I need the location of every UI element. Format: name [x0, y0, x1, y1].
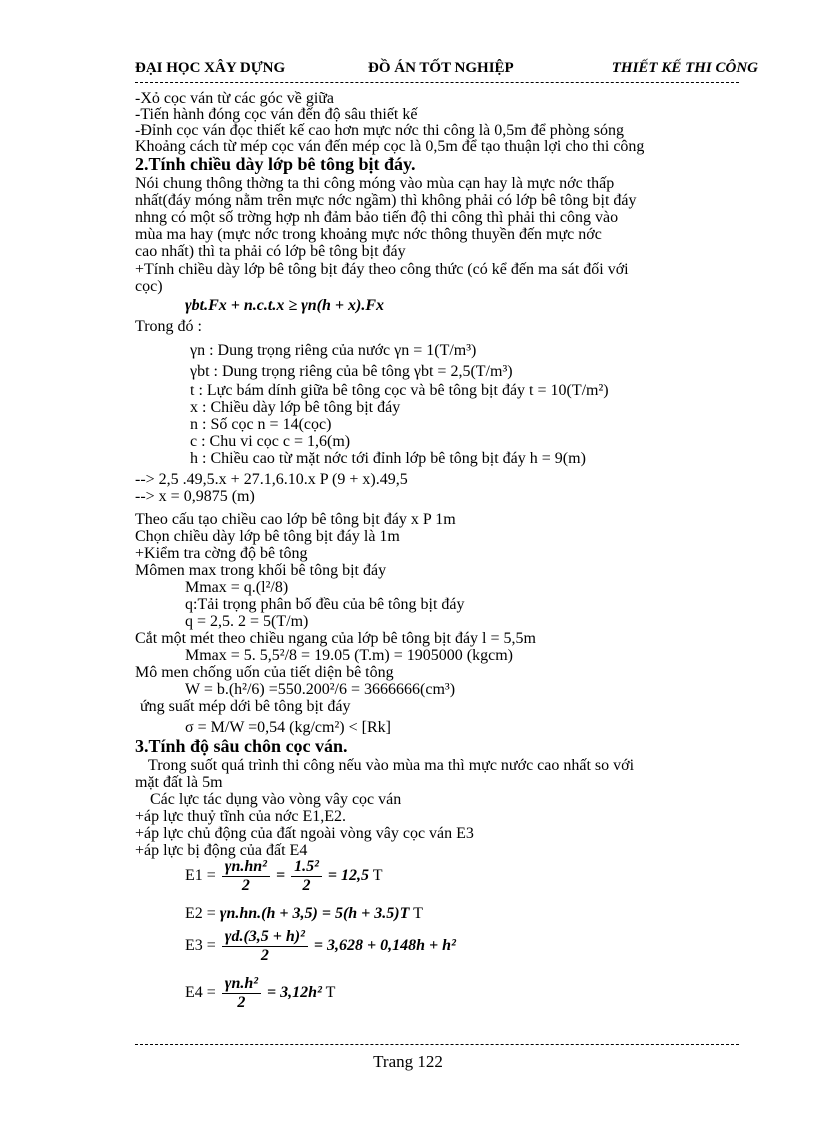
e1-denominator-2: 2 — [302, 877, 311, 894]
calc-line: Mmax = q.(l²/8) — [185, 579, 289, 596]
e2-lhs: E2 = — [185, 905, 216, 922]
e2-unit: T — [413, 905, 423, 922]
calc-line: --> 2,5 .49,5.x + 27.1,6.10.x P (9 + x).49,5 — [135, 471, 408, 488]
page-number: Trang 122 — [373, 1052, 443, 1071]
body-line: mùa ma hay (mực nớc trong khoảng mực nớc thông thuyền đến mực nớc — [135, 226, 602, 243]
definition-line: γbt : Dung trọng riêng của bê tông γbt = 2,5(T/m³) — [190, 363, 513, 380]
header-divider — [135, 82, 739, 83]
header-project: ĐỒ ÁN TỐT NGHIỆP — [368, 60, 514, 76]
calc-line: q:Tải trọng phân bố đều của bê tông bịt đáy — [185, 596, 465, 613]
body-line: cọc) — [135, 278, 163, 295]
e4-lhs: E4 = — [185, 984, 216, 1002]
body-line: mặt đất là 5m — [135, 774, 223, 791]
body-line: +áp lực thuỷ tĩnh của nớc E1,E2. — [135, 808, 346, 825]
body-line: nhng có một số trờng hợp nh đảm bảo tiến độ thi công thì phải thi công vào — [135, 209, 619, 226]
e4-denominator: 2 — [237, 994, 246, 1011]
e3-fraction — [222, 928, 308, 965]
calc-line: Mmax = 5. 5,5²/8 = 19.05 (T.m) = 1905000 (kgcm) — [185, 647, 513, 664]
e1-result: = 12,5 — [327, 867, 369, 885]
body-line: Cắt một mét theo chiều ngang của lớp bê tông bịt đáy l = 5,5m — [135, 630, 536, 647]
body-line: cao nhất) thì ta phải có lớp bê tông bịt đáy — [135, 243, 406, 260]
section-heading-3: 3.Tính độ sâu chôn cọc ván. — [135, 736, 348, 756]
calc-line: W = b.(h²/6) =550.200²/6 = 3666666(cm³) — [185, 681, 456, 698]
body-line: -Tiến hành đóng cọc ván đến độ sâu thiết kế — [135, 106, 418, 123]
body-line: +áp lực chủ động của đất ngoài vòng vây cọc ván E3 — [135, 825, 474, 842]
e1-equals: = — [275, 867, 286, 885]
e1-fraction-2 — [291, 858, 322, 895]
section-heading-2: 2.Tính chiều dày lớp bê tông bịt đáy. — [135, 154, 416, 174]
e1-numerator: γn.hn² — [222, 858, 270, 877]
calc-line: q = 2,5. 2 = 5(T/m) — [185, 613, 309, 630]
definition-line: c : Chu vi cọc c = 1,6(m) — [190, 433, 351, 450]
e3-numerator: γd.(3,5 + h)² — [222, 928, 308, 947]
e1-numerator-2: 1.5² — [291, 858, 322, 877]
body-line: Chọn chiều dày lớp bê tông bịt đáy là 1m — [135, 528, 400, 545]
definition-line: x : Chiều dày lớp bê tông bịt đáy — [190, 399, 401, 416]
e4-result: = 3,12h² — [267, 984, 322, 1002]
body-line: Nói chung thông thờng ta thi công móng vào mùa cạn hay là mực nớc thấp — [135, 175, 615, 192]
header-section: THIẾT KẾ THI CÔNG — [611, 60, 758, 76]
calc-line: --> x = 0,9875 (m) — [135, 488, 255, 505]
formula-e2 — [185, 905, 423, 922]
e2-expression: γn.hn.(h + 3,5) = 5(h + 3.5)T — [219, 905, 410, 922]
body-line: Trong suốt quá trình thi công nếu vào mùa ma thì mực nước cao nhất so với — [148, 757, 635, 774]
formula-equilibrium: γbt.Fx + n.c.t.x ≥ γn(h + x).Fx — [185, 297, 385, 314]
body-line: nhất(đáy móng nằm trên mực nớc ngầm) thì không phải có lớp bê tông bịt đáy — [135, 192, 637, 209]
header-university: ĐẠI HỌC XÂY DỰNG — [135, 60, 286, 76]
e4-unit: T — [325, 984, 336, 1002]
e4-fraction — [222, 975, 261, 1012]
e1-denominator: 2 — [241, 877, 250, 894]
definition-line: h : Chiều cao từ mặt nớc tới đỉnh lớp bê tông bịt đáy h = 9(m) — [190, 450, 586, 467]
formula-e3 — [185, 928, 456, 965]
formula-e4 — [185, 975, 335, 1012]
definition-line: t : Lực bám dính giữa bê tông cọc và bê tông bịt đáy t = 10(T/m²) — [190, 382, 609, 399]
body-line: -Xỏ cọc ván từ các góc về giữa — [135, 90, 335, 107]
e1-lhs: E1 = — [185, 867, 216, 885]
body-line: +Kiểm tra cờng độ bê tông — [135, 545, 308, 562]
definition-line: γn : Dung trọng riêng của nước γn = 1(T/m³) — [190, 342, 477, 359]
body-line: ứng suất mép dới bê tông bịt đáy — [140, 698, 351, 715]
body-line: Trong đó : — [135, 318, 202, 335]
e1-unit: T — [372, 867, 383, 885]
body-line: +Tính chiều dày lớp bê tông bịt đáy theo công thức (có kể đến ma sát đối với — [135, 261, 629, 278]
e3-denominator: 2 — [260, 947, 269, 964]
definition-line: n : Số cọc n = 14(cọc) — [190, 416, 332, 433]
e4-numerator: γn.h² — [222, 975, 261, 994]
e3-lhs: E3 = — [185, 937, 216, 955]
calc-line: σ = M/W =0,54 (kg/cm²) < [Rk] — [185, 719, 391, 736]
e1-fraction — [222, 858, 270, 895]
body-line: Mômen max trong khối bê tông bịt đáy — [135, 562, 387, 579]
e3-result: = 3,628 + 0,148h + h² — [313, 937, 456, 955]
formula-e1 — [185, 858, 383, 895]
body-line: +áp lực bị động của đất E4 — [135, 842, 308, 859]
body-line: Các lực tác dụng vào vòng vây cọc ván — [150, 791, 402, 808]
body-line: Theo cấu tạo chiều cao lớp bê tông bịt đáy x P 1m — [135, 511, 456, 528]
footer-divider — [135, 1044, 739, 1045]
body-line: Khoảng cách từ mép cọc ván đến mép cọc là 0,5m để tạo thuận lợi cho thi công — [135, 138, 645, 155]
body-line: -Đỉnh cọc ván đọc thiết kế cao hơn mực nớc thi công là 0,5m để phòng sóng — [135, 122, 625, 139]
body-line: Mô men chống uốn của tiết diện bê tông — [135, 664, 394, 681]
